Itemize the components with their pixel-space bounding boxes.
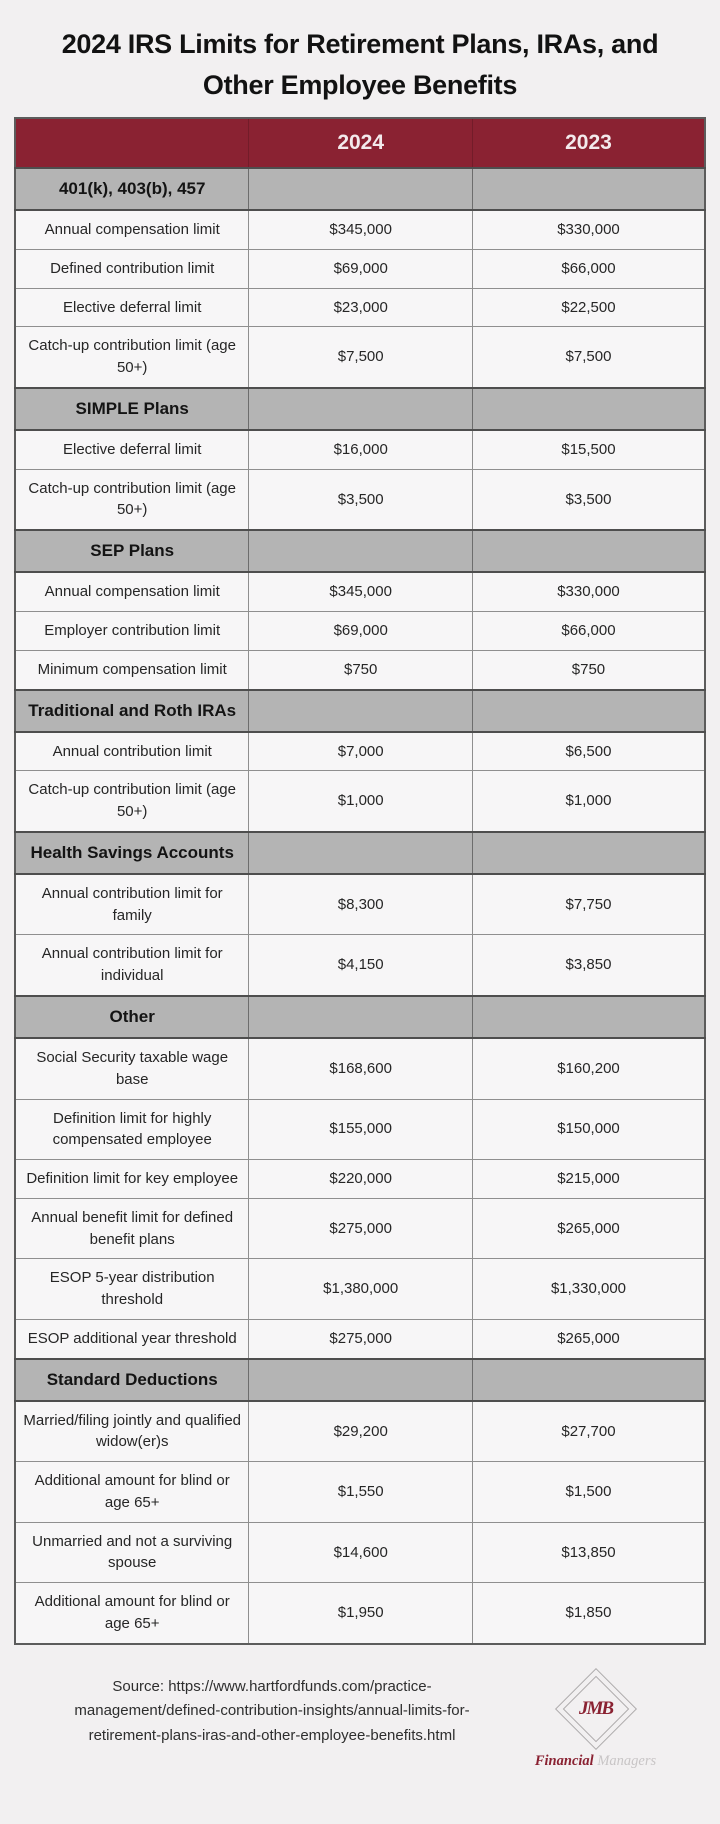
- brand-name: [508, 1753, 683, 1770]
- value-2023: $15,500: [472, 430, 705, 469]
- value-2023: $1,000: [472, 771, 705, 832]
- value-2024: $275,000: [249, 1198, 473, 1259]
- row-label: Married/filing jointly and qualified widow(er)s: [15, 1401, 249, 1462]
- value-2024: $750: [249, 650, 473, 689]
- table-row: [15, 1160, 705, 1199]
- value-2023: $66,000: [472, 249, 705, 288]
- value-2023: $750: [472, 650, 705, 689]
- footer: [0, 1661, 720, 1770]
- table-row: [15, 1099, 705, 1160]
- value-2024: $29,200: [249, 1401, 473, 1462]
- section-empty-cell: [472, 832, 705, 874]
- table-row: [15, 1259, 705, 1320]
- value-2024: $155,000: [249, 1099, 473, 1160]
- value-2023: $265,000: [472, 1319, 705, 1358]
- section-header-row: [15, 690, 705, 732]
- value-2023: $330,000: [472, 572, 705, 611]
- value-2023: $22,500: [472, 288, 705, 327]
- header-cell-blank: [15, 118, 249, 168]
- section-header-row: [15, 832, 705, 874]
- row-label: Annual contribution limit for individual: [15, 935, 249, 996]
- row-label: Annual compensation limit: [15, 210, 249, 249]
- section-header-row: [15, 530, 705, 572]
- section-header-row: [15, 1359, 705, 1401]
- row-label: Employer contribution limit: [15, 612, 249, 651]
- value-2023: $160,200: [472, 1038, 705, 1099]
- value-2023: $7,500: [472, 327, 705, 388]
- value-2024: $14,600: [249, 1522, 473, 1583]
- value-2023: $1,850: [472, 1583, 705, 1644]
- value-2023: $27,700: [472, 1401, 705, 1462]
- section-empty-cell: [249, 388, 473, 430]
- table-row: [15, 732, 705, 771]
- row-label: Minimum compensation limit: [15, 650, 249, 689]
- table-row: [15, 1401, 705, 1462]
- table-row: [15, 1198, 705, 1259]
- table-row: [15, 327, 705, 388]
- section-empty-cell: [472, 168, 705, 210]
- value-2024: $1,950: [249, 1583, 473, 1644]
- page-title: 2024 IRS Limits for Retirement Plans, IRAs, and Other Employee Benefits: [61, 29, 659, 100]
- value-2024: $23,000: [249, 288, 473, 327]
- section-header-row: [15, 168, 705, 210]
- brand-name-secondary: Managers: [597, 1752, 657, 1769]
- table-row: [15, 935, 705, 996]
- row-label: Annual compensation limit: [15, 572, 249, 611]
- value-2023: $7,750: [472, 874, 705, 935]
- row-label: Catch-up contribution limit (age 50+): [15, 327, 249, 388]
- row-label: Additional amount for blind or age 65+: [15, 1462, 249, 1523]
- section-empty-cell: [249, 1359, 473, 1401]
- section-title: 401(k), 403(b), 457: [15, 168, 249, 210]
- row-label: Social Security taxable wage base: [15, 1038, 249, 1099]
- section-title: SEP Plans: [15, 530, 249, 572]
- table-row: [15, 1038, 705, 1099]
- row-label: Definition limit for key employee: [15, 1160, 249, 1199]
- value-2023: $1,500: [472, 1462, 705, 1523]
- irs-limits-table: [14, 117, 706, 1645]
- value-2023: $1,330,000: [472, 1259, 705, 1320]
- value-2024: $7,000: [249, 732, 473, 771]
- value-2023: $66,000: [472, 612, 705, 651]
- section-empty-cell: [472, 690, 705, 732]
- value-2024: $345,000: [249, 572, 473, 611]
- row-label: ESOP 5-year distribution threshold: [15, 1259, 249, 1320]
- row-label: Definition limit for highly compensated employee: [15, 1099, 249, 1160]
- section-empty-cell: [249, 690, 473, 732]
- row-label: Unmarried and not a surviving spouse: [15, 1522, 249, 1583]
- row-label: Elective deferral limit: [15, 430, 249, 469]
- section-empty-cell: [472, 996, 705, 1038]
- table-row: [15, 249, 705, 288]
- value-2024: $4,150: [249, 935, 473, 996]
- section-title: Health Savings Accounts: [15, 832, 249, 874]
- section-empty-cell: [249, 996, 473, 1038]
- value-2024: $69,000: [249, 249, 473, 288]
- value-2023: $265,000: [472, 1198, 705, 1259]
- logo-monogram: JMB: [578, 1697, 613, 1719]
- row-label: Additional amount for blind or age 65+: [15, 1583, 249, 1644]
- section-empty-cell: [472, 1359, 705, 1401]
- value-2024: $168,600: [249, 1038, 473, 1099]
- table-row: [15, 430, 705, 469]
- value-2023: $6,500: [472, 732, 705, 771]
- table-row: [15, 874, 705, 935]
- section-title: Standard Deductions: [15, 1359, 249, 1401]
- value-2023: $3,850: [472, 935, 705, 996]
- row-label: Annual contribution limit: [15, 732, 249, 771]
- value-2024: $1,550: [249, 1462, 473, 1523]
- header-cell-2023: 2023: [472, 118, 705, 168]
- table-row: [15, 1522, 705, 1583]
- section-empty-cell: [249, 530, 473, 572]
- row-label: Catch-up contribution limit (age 50+): [15, 771, 249, 832]
- table-row: [15, 1462, 705, 1523]
- section-empty-cell: [472, 388, 705, 430]
- section-empty-cell: [249, 168, 473, 210]
- table-row: [15, 288, 705, 327]
- section-empty-cell: [249, 832, 473, 874]
- value-2024: $1,380,000: [249, 1259, 473, 1320]
- diamond-logo-icon: [553, 1667, 639, 1751]
- table-body: [15, 168, 705, 1644]
- value-2024: $1,000: [249, 771, 473, 832]
- section-header-row: [15, 996, 705, 1038]
- value-2023: $215,000: [472, 1160, 705, 1199]
- row-label: Elective deferral limit: [15, 288, 249, 327]
- row-label: Annual benefit limit for defined benefit plans: [15, 1198, 249, 1259]
- value-2024: $220,000: [249, 1160, 473, 1199]
- value-2024: $16,000: [249, 430, 473, 469]
- value-2024: $7,500: [249, 327, 473, 388]
- source-text: Source: https://www.hartfordfunds.com/practice-management/defined-contribution-insights/annual-limits-for-retirement-plans-iras-and-other-employee-benefits.html: [74, 1677, 470, 1745]
- row-label: ESOP additional year threshold: [15, 1319, 249, 1358]
- value-2023: $330,000: [472, 210, 705, 249]
- header-cell-2024: 2024: [249, 118, 473, 168]
- brand-logo: [508, 1661, 683, 1770]
- value-2023: $3,500: [472, 469, 705, 530]
- value-2024: $345,000: [249, 210, 473, 249]
- table-row: [15, 612, 705, 651]
- section-title: SIMPLE Plans: [15, 388, 249, 430]
- section-empty-cell: [472, 530, 705, 572]
- table-row: [15, 650, 705, 689]
- value-2024: $69,000: [249, 612, 473, 651]
- table-row: [15, 1583, 705, 1644]
- row-label: Annual contribution limit for family: [15, 874, 249, 935]
- table-row: [15, 210, 705, 249]
- table-row: [15, 771, 705, 832]
- value-2024: $3,500: [249, 469, 473, 530]
- table-row: [15, 572, 705, 611]
- section-header-row: [15, 388, 705, 430]
- table-row: [15, 1319, 705, 1358]
- value-2023: $150,000: [472, 1099, 705, 1160]
- table-row: [15, 469, 705, 530]
- row-label: Catch-up contribution limit (age 50+): [15, 469, 249, 530]
- value-2023: $13,850: [472, 1522, 705, 1583]
- brand-name-primary: Financial: [534, 1752, 594, 1769]
- value-2024: $275,000: [249, 1319, 473, 1358]
- table-header-row: [15, 118, 705, 168]
- section-title: Traditional and Roth IRAs: [15, 690, 249, 732]
- section-title: Other: [15, 996, 249, 1038]
- value-2024: $8,300: [249, 874, 473, 935]
- row-label: Defined contribution limit: [15, 249, 249, 288]
